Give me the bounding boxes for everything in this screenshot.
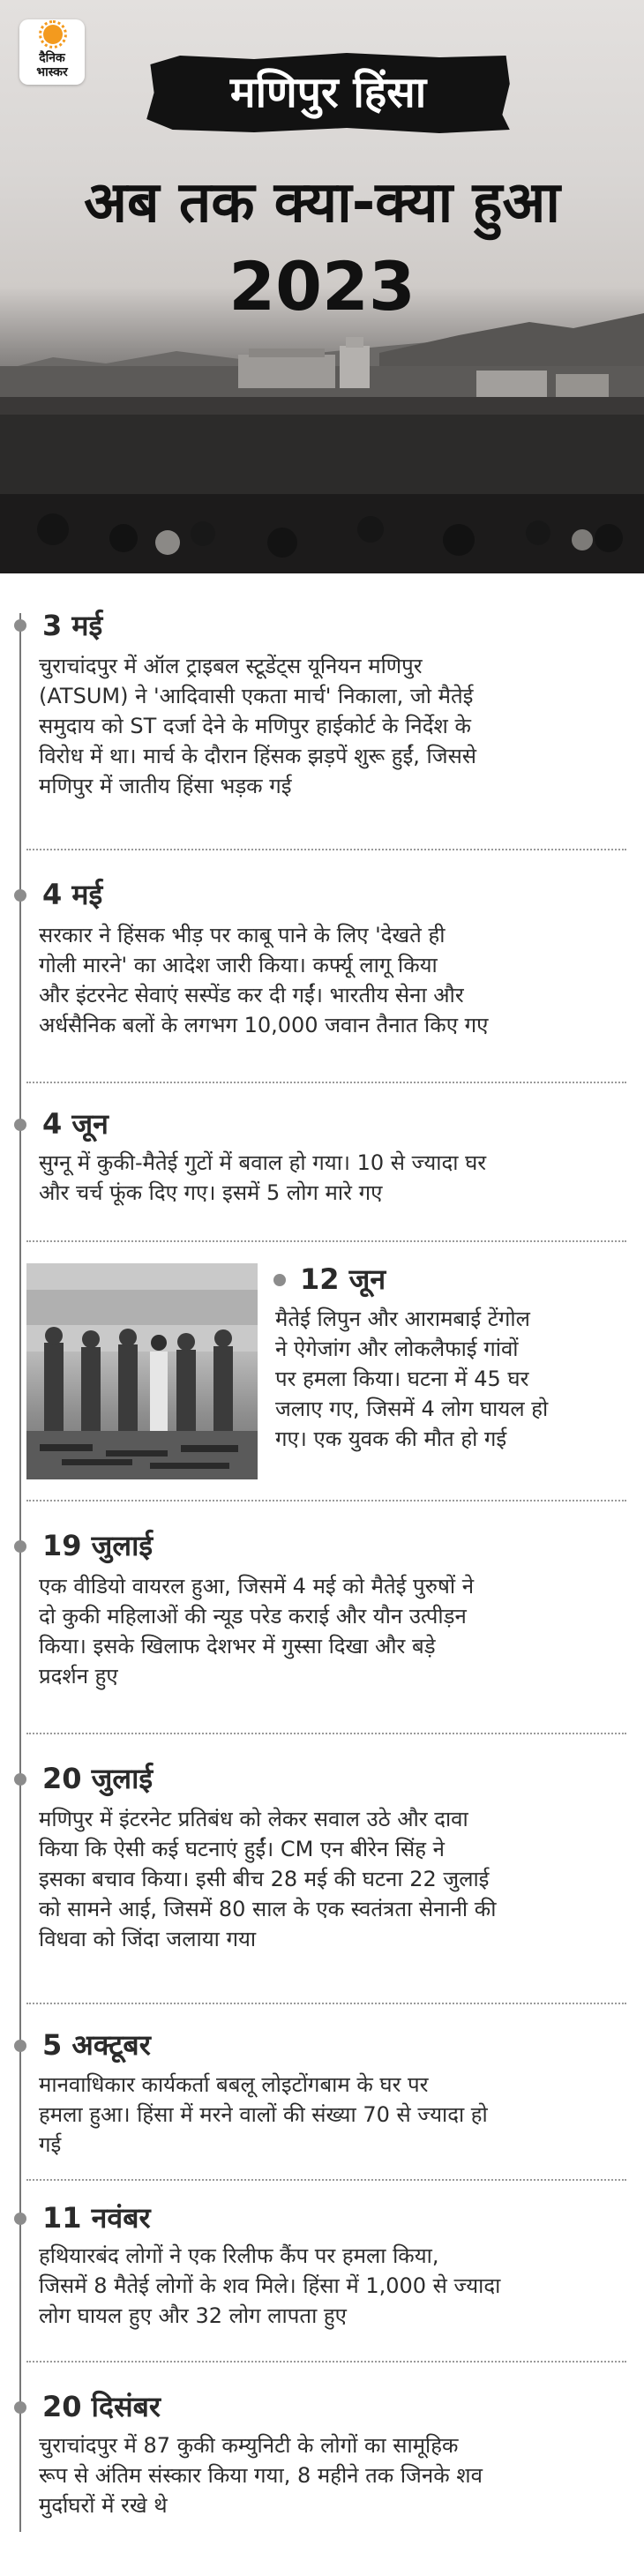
event-line: लोग घायल हुए और 32 लोग लापता हुए [39, 2303, 347, 2328]
event-description [275, 1304, 637, 1454]
event-line: जलाए गए, जिसमें 4 लोग घायल हो [275, 1397, 549, 1421]
event-line: विधवा को जिंदा जलाया गया [39, 1927, 257, 1951]
event-date: 11 नवंबर [42, 2201, 151, 2235]
event-line: मैतेई लिपुन और आरामबाई टेंगोल [275, 1307, 530, 1331]
event-divider [26, 1082, 626, 1083]
event-date: 4 मई [42, 878, 103, 911]
event-line: किया कि ऐसी कई घटनाएं हुईं। CM एन बीरेन सिंह ने [39, 1837, 445, 1861]
event-line: जिसमें 8 मैतेई लोगों के शव मिले। हिंसा में 1,000 से ज्यादा [39, 2273, 501, 2298]
event-description [39, 651, 630, 801]
banner-title: मणिपुर हिंसा [229, 68, 427, 117]
event-line: गोली मारने' का आदेश जारी किया। कर्फ्यू लागू किया [39, 953, 438, 977]
event-line: (ATSUM) ने 'आदिवासी एकता मार्च' निकाला, जो मैतेई [39, 684, 474, 708]
event-line: मणिपुर में जातीय हिंसा भड़क गई [39, 774, 292, 798]
event-line: सुग्नू में कुकी-मैतेई गुटों में बवाल हो गया। 10 से ज्यादा घर [39, 1150, 487, 1175]
timeline-dot [14, 2401, 26, 2414]
event-description [39, 1571, 630, 1691]
event-description [39, 2241, 630, 2331]
timeline-dot [273, 1274, 286, 1286]
event-date: 19 जुलाई [42, 1529, 154, 1562]
event-line: चुराचांदपुर में ऑल ट्राइबल स्टूडेंट्स यूनियन मणिपुर [39, 654, 423, 678]
event-description [39, 920, 630, 1040]
event-description [39, 2430, 630, 2520]
event-date: 5 अक्टूबर [42, 2028, 151, 2062]
event-divider [26, 2003, 626, 2004]
event-line: दो कुकी महिलाओं की न्यूड परेड कराई और यौन उत्पीड़न [39, 1604, 467, 1629]
timeline-dot [14, 1540, 26, 1553]
timeline-dot [14, 2040, 26, 2052]
timeline-dot [14, 889, 26, 902]
event-divider [26, 849, 626, 850]
event-line: चुराचांदपुर में 87 कुकी कम्युनिटी के लोगों का सामूहिक [39, 2433, 459, 2458]
event-line: पर हमला किया। घटना में 45 घर [275, 1367, 529, 1391]
event-description [39, 2070, 630, 2160]
event-date: 12 जून [300, 1262, 386, 1296]
hero-banner [0, 0, 644, 573]
page-headline: अब तक क्या-क्या हुआ [84, 170, 560, 236]
event-line: समुदाय को ST दर्जा देने के मणिपुर हाईकोर्ट के निर्देश के [39, 714, 471, 738]
event-line: किया। इसके खिलाफ देशभर में गुस्सा दिखा और बड़े [39, 1634, 436, 1659]
event-divider [26, 2179, 626, 2181]
event-date: 3 मई [42, 609, 103, 642]
event-line: मानवाधिकार कार्यकर्ता बबलू लोइटोंगबाम के घर पर [39, 2072, 429, 2097]
event-date: 20 जुलाई [42, 1762, 154, 1795]
event-line: को सामने आई, जिसमें 80 साल के एक स्वतंत्रता सेनानी की [39, 1897, 497, 1921]
event-divider [26, 2361, 626, 2363]
event-date: 20 दिसंबर [42, 2390, 161, 2423]
event-line: रूप से अंतिम संस्कार किया गया, 8 महीने तक जिनके शव [39, 2463, 483, 2488]
logo-line-2: भास्कर [36, 65, 68, 79]
event-line: ने ऐगेजांग और लोकलैफाई गांवों [275, 1337, 519, 1361]
event-line: विरोध में था। मार्च के दौरान हिंसक झड़पें शुरू हुईं, जिससे [39, 744, 477, 768]
event-line: गई [39, 2132, 62, 2157]
event-line: और इंटरनेट सेवाएं सस्पेंड कर दी गईं। भारतीय सेना और [39, 983, 464, 1007]
event-line: प्रदर्शन हुए [39, 1664, 118, 1689]
event-line: गए। एक युवक की मौत हो गई [275, 1427, 507, 1451]
event-line: अर्धसैनिक बलों के लगभग 10,000 जवान तैनात किए गए [39, 1013, 489, 1037]
event-line: मणिपुर में इंटरनेट प्रतिबंध को लेकर सवाल उठे और दावा [39, 1807, 468, 1831]
event-date: 4 जून [42, 1107, 109, 1141]
event-divider [26, 1240, 626, 1242]
event-line: मुर्दाघरों में रखे थे [39, 2493, 168, 2518]
event-description [39, 1148, 630, 1208]
event-line: इसका बचाव किया। इसी बीच 28 मई की घटना 22 जुलाई [39, 1867, 490, 1891]
event-divider [26, 1500, 626, 1501]
event-line: एक वीडियो वायरल हुआ, जिसमें 4 मई को मैतेई पुरुषों ने [39, 1574, 475, 1599]
timeline-dot [14, 619, 26, 632]
page-year: 2023 [228, 247, 416, 326]
sun-logo-icon [43, 25, 63, 44]
logo-line-1: दैनिक [39, 51, 65, 65]
event-line: हमला हुआ। हिंसा में मरने वालों की संख्या 70 से ज्यादा हो [39, 2102, 488, 2127]
event-line: हथियारबंद लोगों ने एक रिलीफ कैंप पर हमला किया, [39, 2243, 439, 2268]
timeline-dot [14, 1773, 26, 1786]
event-line: और चर्च फूंक दिए गए। इसमें 5 लोग मारे गए [39, 1180, 383, 1205]
event-description [39, 1804, 630, 1954]
event-divider [26, 1733, 626, 1734]
timeline-dot [14, 2213, 26, 2225]
timeline-dot [14, 1119, 26, 1131]
security-forces-photo [26, 1263, 258, 1479]
dainik-bhaskar-logo [19, 19, 85, 85]
event-line: सरकार ने हिंसक भीड़ पर काबू पाने के लिए 'देखते ही [39, 923, 446, 947]
